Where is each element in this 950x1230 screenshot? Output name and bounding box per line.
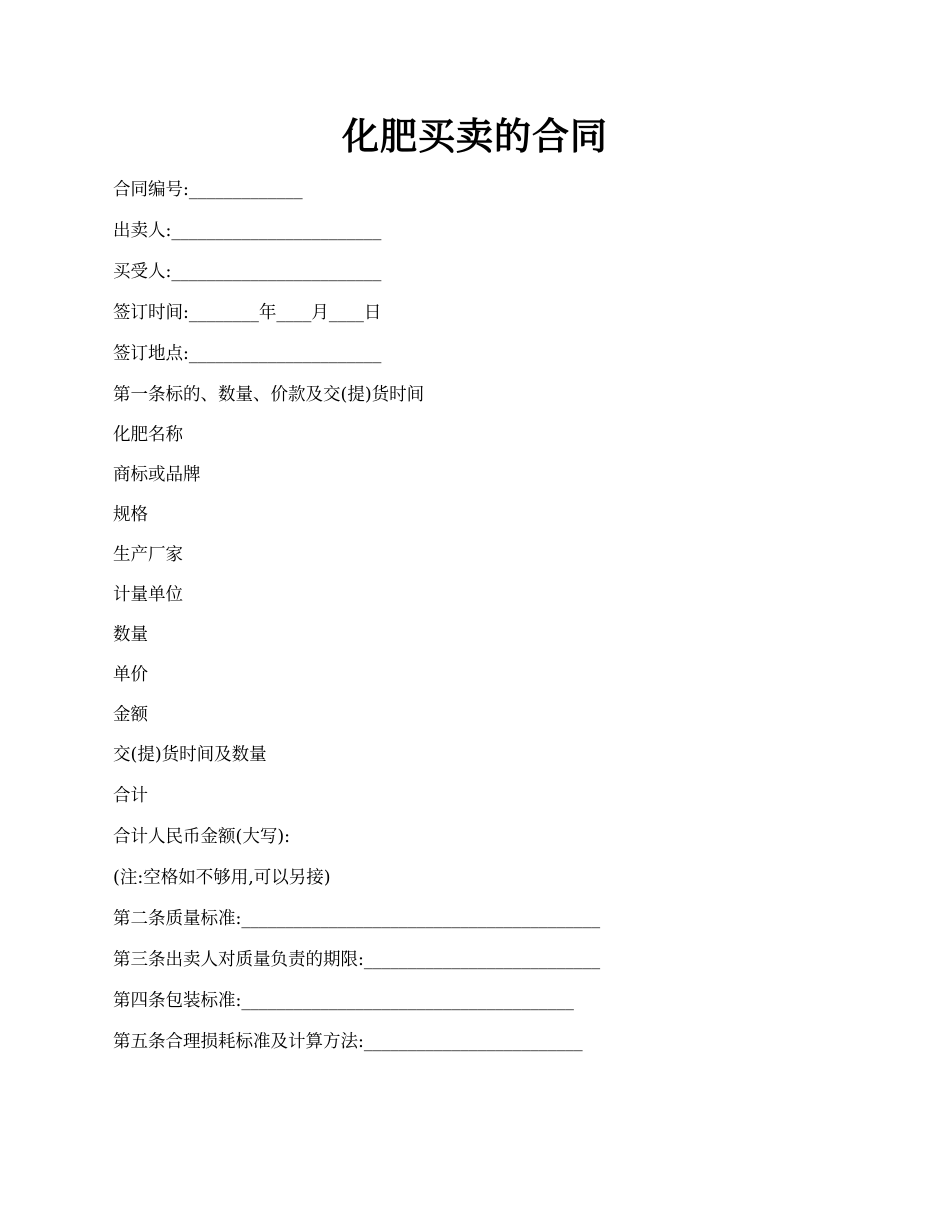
quantity-line: 数量 <box>113 625 148 645</box>
contract-number-line: 合同编号:_____________ <box>113 180 303 200</box>
delivery-time-quantity-line: 交(提)货时间及数量 <box>113 745 267 765</box>
amount-line: 金额 <box>113 705 148 725</box>
specification-line: 规格 <box>113 505 148 525</box>
article-3-line: 第三条出卖人对质量负责的期限:___________________________ <box>113 950 601 970</box>
buyer-line: 买受人:________________________ <box>113 262 382 282</box>
note-line: (注:空格如不够用,可以另接) <box>113 868 331 888</box>
fertilizer-name-line: 化肥名称 <box>113 425 183 445</box>
total-line: 合计 <box>113 786 148 806</box>
article-1-heading: 第一条标的、数量、价款及交(提)货时间 <box>113 385 425 405</box>
signing-date-line: 签订时间:________年____月____日 <box>113 303 382 323</box>
brand-line: 商标或品牌 <box>113 465 201 485</box>
unit-price-line: 单价 <box>113 665 148 685</box>
document-title: 化肥买卖的合同 <box>342 114 608 158</box>
document-body <box>113 180 853 1052</box>
article-4-line: 第四条包装标准:______________________________________ <box>113 991 574 1011</box>
manufacturer-line: 生产厂家 <box>113 545 183 565</box>
signing-place-line: 签订地点:______________________ <box>113 344 382 364</box>
article-5-line: 第五条合理损耗标准及计算方法:_________________________ <box>113 1032 583 1052</box>
total-rmb-amount-line: 合计人民币金额(大写): <box>113 827 291 847</box>
unit-line: 计量单位 <box>113 585 183 605</box>
article-2-line: 第二条质量标准:_________________________________________ <box>113 909 601 929</box>
seller-line: 出卖人:________________________ <box>113 221 382 241</box>
